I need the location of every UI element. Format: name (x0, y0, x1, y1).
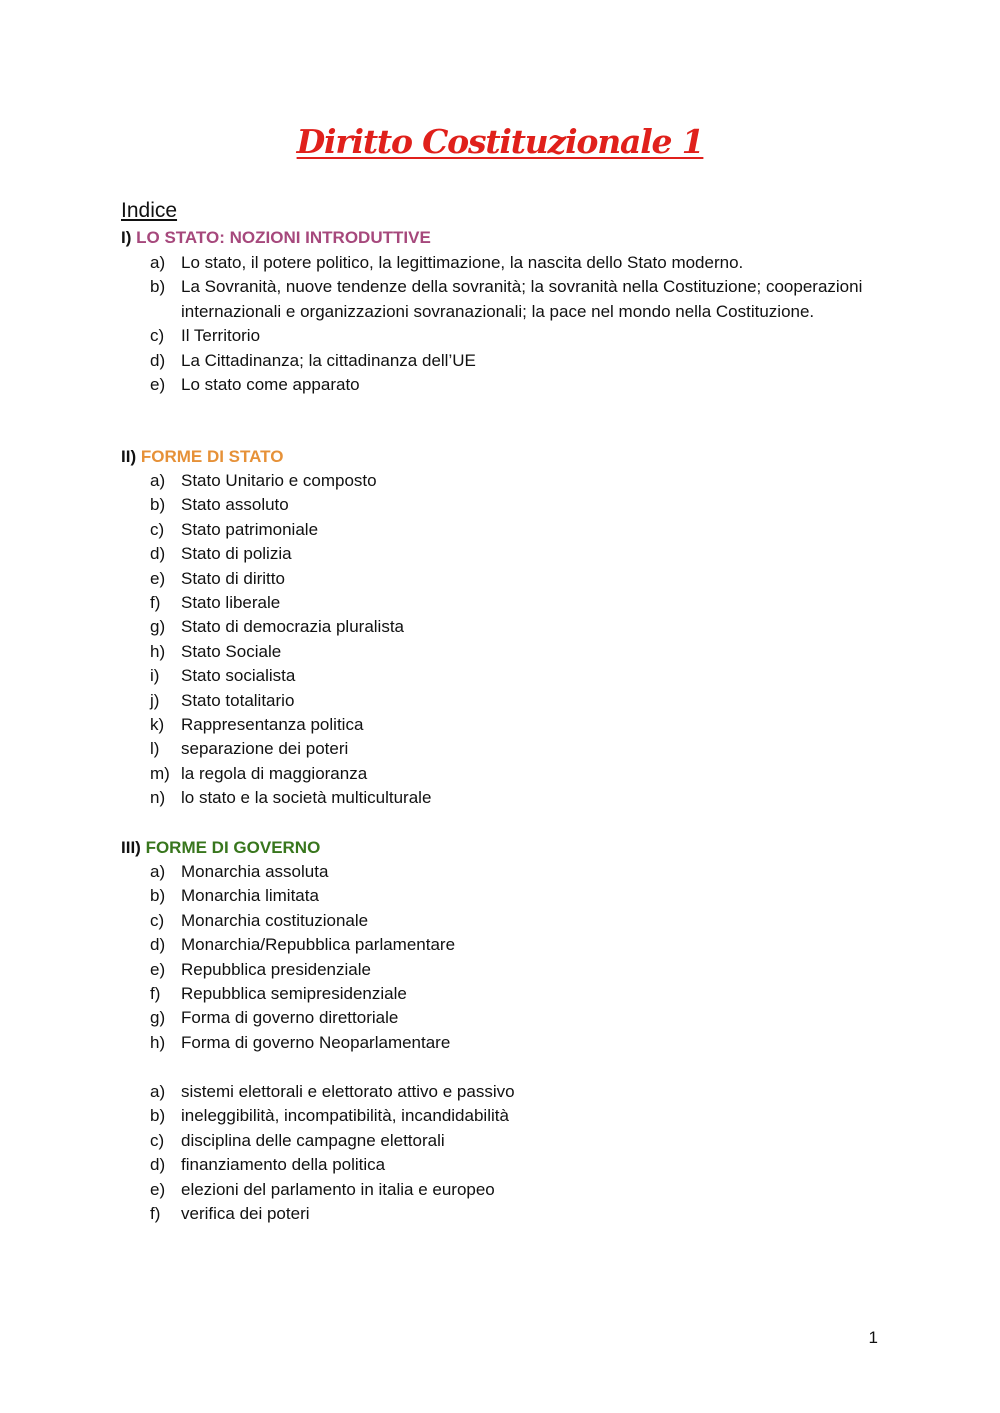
list-item: a) Stato Unitario e composto (150, 471, 377, 490)
list-item: h) Forma di governo Neoparlamentare (150, 1032, 451, 1052)
list-item: l) separazione dei poteri (150, 739, 349, 759)
list-item: f) Repubblica semipresidenziale (150, 984, 407, 1004)
list-item: e) elezioni del parlamento in italia e europeo (150, 1179, 495, 1199)
section-title: FORME DI STATO (140, 447, 284, 466)
section-1-list (150, 251, 890, 397)
list-item: e) Stato di diritto (150, 568, 285, 588)
list-item: d) La Cittadinanza; la cittadinanza dell’UE (150, 350, 476, 370)
section-3-list (150, 860, 890, 1055)
list-item: a) sistemi elettorali e elettorato attivo e passivo (150, 1082, 515, 1101)
section-title: LO STATO: NOZIONI INTRODUTTIVE (136, 228, 431, 247)
list-item: j) Stato totalitario (150, 690, 295, 710)
list-item: d) Monarchia/Repubblica parlamentare (150, 935, 456, 955)
list-item: k) Rappresentanza politica (150, 715, 364, 735)
list-item: n) lo stato e la società multiculturale (150, 788, 432, 808)
list-item: c) Stato patrimoniale (150, 519, 319, 539)
list-item: d) finanziamento della politica (150, 1155, 386, 1175)
list-item: g) Forma di governo direttoriale (150, 1008, 399, 1028)
document-title: Diritto Costituzionale 1 (296, 122, 704, 161)
index-heading: Indice (121, 199, 178, 222)
section-numeral: III) (121, 838, 141, 857)
list-item: d) Stato di polizia (150, 544, 292, 564)
list-item: e) Lo stato come apparato (150, 375, 360, 395)
list-item: b) Monarchia limitata (150, 886, 319, 906)
section-heading-3 (121, 836, 320, 860)
list-item: m) la regola di maggioranza (150, 763, 368, 783)
section-heading-2 (121, 445, 283, 469)
list-item: b) ineleggibilità, incompatibilità, incandidabilità (150, 1106, 509, 1126)
untitled-list (150, 1080, 890, 1226)
list-item: b) La Sovranità, nuove tendenze della sovranità; la sovranità nella Costituzione; cooperazioni internazionali e organizzazioni sovranazionali; la pace nel mondo nella Costituzione. (150, 277, 863, 321)
list-item: h) Stato Sociale (150, 641, 282, 661)
page-number: 1 (868, 1328, 878, 1347)
list-item: c) disciplina delle campagne elettorali (150, 1130, 445, 1150)
section-2-list (150, 469, 890, 811)
section-numeral: I) (121, 228, 132, 247)
list-item: c) Il Territorio (150, 326, 261, 346)
section-numeral: II) (121, 447, 137, 466)
list-item: i) Stato socialista (150, 666, 296, 686)
list-item: f) verifica dei poteri (150, 1204, 310, 1224)
section-heading-1 (121, 226, 431, 250)
list-item: a) Monarchia assoluta (150, 862, 329, 881)
list-item: f) Stato liberale (150, 593, 281, 613)
section-title: FORME DI GOVERNO (145, 838, 321, 857)
list-item: a) Lo stato, il potere politico, la legittimazione, la nascita dello Stato moderno. (150, 253, 744, 272)
list-item: b) Stato assoluto (150, 495, 289, 515)
list-item: c) Monarchia costituzionale (150, 910, 369, 930)
list-item: e) Repubblica presidenziale (150, 959, 371, 979)
list-item: g) Stato di democrazia pluralista (150, 617, 405, 637)
